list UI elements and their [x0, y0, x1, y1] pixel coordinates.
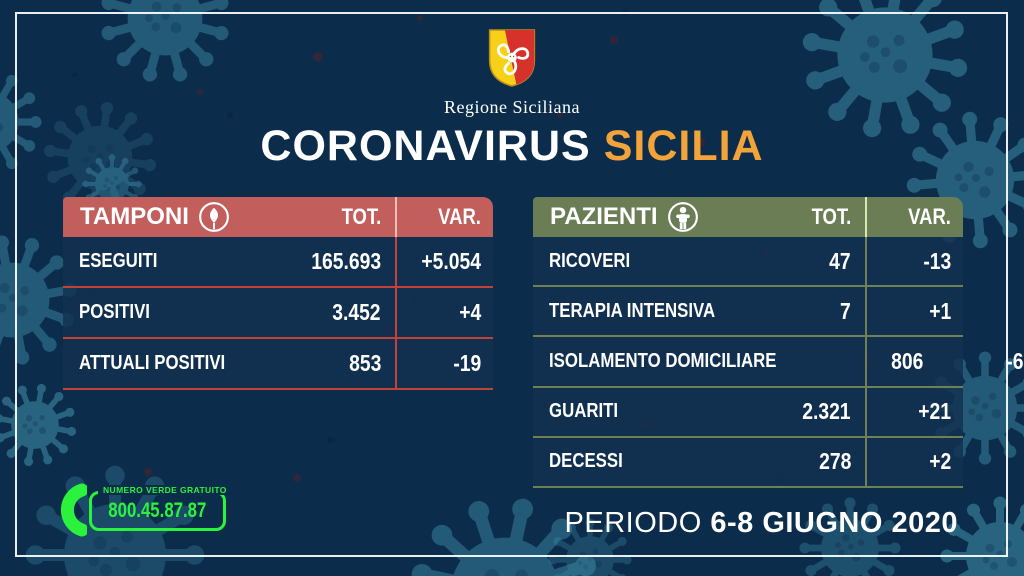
row-label: POSITIVI — [79, 301, 150, 323]
table-row-eseguiti — [63, 237, 493, 288]
table-row-terapia-intensiva — [533, 287, 963, 337]
hotline-number: 800.45.87.87 — [108, 499, 207, 522]
row-total: 853 — [348, 350, 381, 376]
tamponi-col-var: VAR. — [438, 204, 481, 229]
tamponi-title-text: TAMPONI — [80, 203, 189, 230]
row-total: 165.693 — [311, 248, 381, 274]
pazienti-col-var: VAR. — [908, 204, 951, 229]
swab-icon — [198, 201, 230, 233]
table-row-positivi — [63, 288, 493, 339]
brand-name: Regione Siciliana — [444, 97, 580, 117]
person-icon — [667, 201, 699, 233]
row-total: 3.452 — [332, 299, 381, 325]
row-label: ESEGUITI — [79, 250, 158, 272]
hotline-banner — [57, 482, 226, 538]
period-prefix: PERIODO — [564, 507, 702, 539]
table-row-ricoveri — [533, 237, 963, 287]
row-label: GUARITI — [549, 400, 619, 423]
phone-icon — [57, 482, 87, 538]
tamponi-col-tot: TOT. — [341, 204, 381, 229]
period-label — [565, 507, 958, 540]
pazienti-rows — [533, 237, 1024, 488]
row-variation: -13 — [923, 247, 951, 274]
row-label: DECESSI — [549, 450, 623, 473]
row-label: TERAPIA INTENSIVA — [549, 299, 716, 322]
row-total: 806 — [891, 347, 924, 374]
row-variation: +21 — [918, 398, 951, 425]
pazienti-col-tot: TOT. — [811, 204, 851, 229]
period-dates: 6-8 GIUGNO 2020 — [710, 507, 958, 539]
row-variation: +4 — [458, 299, 481, 325]
title-sicilia: SICILIA — [603, 122, 764, 170]
row-total: 278 — [818, 448, 851, 475]
table-row-isolamento-domiciliare — [533, 337, 1024, 387]
row-label: RICOVERI — [549, 249, 631, 272]
row-total: 47 — [829, 247, 851, 274]
tamponi-table — [63, 197, 493, 390]
tamponi-table-header — [63, 197, 493, 237]
pazienti-header-title — [533, 201, 747, 233]
hotline-label: NUMERO VERDE GRATUITO — [98, 485, 232, 495]
pazienti-title-text: PAZIENTI — [550, 203, 658, 230]
row-variation: -6 — [1006, 347, 1024, 374]
row-variation: +2 — [928, 448, 951, 475]
pazienti-table-header — [533, 197, 963, 237]
row-label: ATTUALI POSITIVI — [79, 352, 226, 374]
trinacria-shield-icon — [486, 28, 538, 88]
table-row-decessi — [533, 438, 963, 488]
table-row-guariti — [533, 388, 963, 438]
row-variation: +1 — [928, 297, 951, 324]
regione-siciliana-logo — [0, 28, 1024, 118]
row-total: 7 — [840, 297, 851, 324]
tamponi-rows — [63, 237, 493, 390]
title-coronavirus: CORONAVIRUS — [260, 122, 591, 170]
tamponi-header-title — [63, 201, 277, 233]
row-variation: -19 — [453, 350, 481, 376]
row-total: 2.321 — [802, 398, 851, 425]
pazienti-table — [533, 197, 1024, 488]
row-variation: +5.054 — [421, 248, 481, 274]
row-label: ISOLAMENTO DOMICILIARE — [549, 349, 777, 372]
table-row-attuali-positivi — [63, 339, 493, 390]
hotline-number-box — [89, 485, 227, 531]
page-title — [0, 122, 1024, 171]
